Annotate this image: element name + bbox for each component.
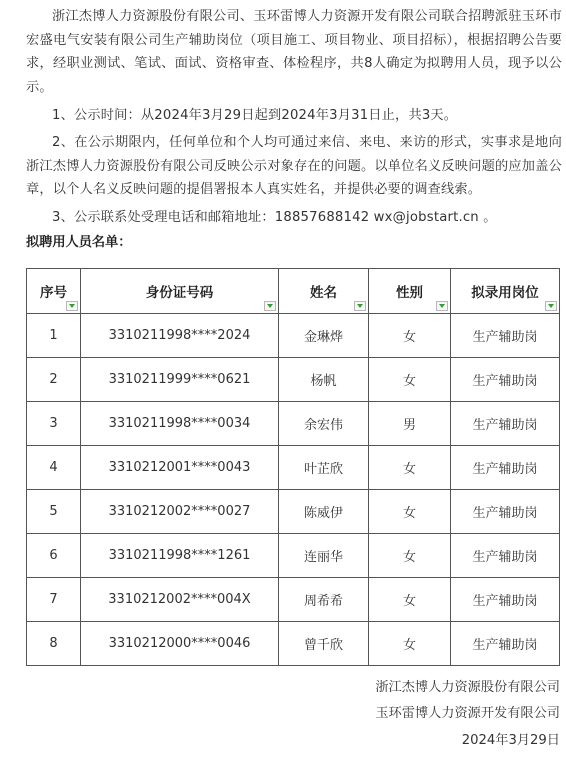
cell-position: 生产辅助岗	[451, 446, 560, 490]
signature-company-2: 玉环雷博人力资源开发有限公司	[375, 706, 560, 721]
cell-gender: 女	[369, 314, 451, 358]
table-row	[27, 534, 560, 578]
cell-id-number: 3310211998****2024	[81, 314, 279, 358]
cell-position: 生产辅助岗	[451, 578, 560, 622]
header-label-name: 姓名	[310, 285, 337, 301]
candidate-list-heading: 拟聘用人员名单：	[26, 235, 132, 250]
cell-id-number: 3310211999****0621	[81, 358, 279, 402]
table-row	[27, 358, 560, 402]
cell-index: 3	[27, 402, 81, 446]
cell-id-number: 3310212002****0027	[81, 490, 279, 534]
table-row	[27, 578, 560, 622]
filter-dropdown-icon[interactable]	[264, 301, 276, 311]
cell-gender: 女	[369, 446, 451, 490]
cell-position: 生产辅助岗	[451, 314, 560, 358]
header-cell-id-number	[81, 269, 279, 314]
filter-dropdown-icon[interactable]	[66, 301, 78, 311]
filter-dropdown-icon[interactable]	[545, 301, 557, 311]
cell-gender: 女	[369, 358, 451, 402]
cell-gender: 男	[369, 402, 451, 446]
header-label-id-number: 身份证号码	[145, 285, 214, 301]
cell-id-number: 3310211998****1261	[81, 534, 279, 578]
signature-date: 2024年3月29日	[461, 733, 560, 748]
cell-id-number: 3310211998****0034	[81, 402, 279, 446]
cell-name: 连丽华	[279, 534, 369, 578]
cell-position: 生产辅助岗	[451, 534, 560, 578]
candidate-table	[26, 268, 560, 666]
table-row	[27, 622, 560, 666]
cell-gender: 女	[369, 490, 451, 534]
cell-index: 8	[27, 622, 81, 666]
cell-name: 叶芷欣	[279, 446, 369, 490]
cell-index: 1	[27, 314, 81, 358]
cell-id-number: 3310212001****0043	[81, 446, 279, 490]
cell-gender: 女	[369, 622, 451, 666]
header-cell-gender	[369, 269, 451, 314]
table-row	[27, 402, 560, 446]
cell-id-number: 3310212000****0046	[81, 622, 279, 666]
header-cell-position	[451, 269, 560, 314]
cell-name: 杨帆	[279, 358, 369, 402]
filter-dropdown-icon[interactable]	[436, 301, 448, 311]
cell-position: 生产辅助岗	[451, 402, 560, 446]
cell-position: 生产辅助岗	[451, 358, 560, 402]
cell-name: 周希希	[279, 578, 369, 622]
cell-position: 生产辅助岗	[451, 490, 560, 534]
table-row	[27, 490, 560, 534]
header-label-position: 拟录用岗位	[471, 285, 539, 301]
cell-index: 5	[27, 490, 81, 534]
cell-index: 2	[27, 358, 81, 402]
cell-name: 金琳烨	[279, 314, 369, 358]
table-row	[27, 446, 560, 490]
cell-position: 生产辅助岗	[451, 622, 560, 666]
notice-item-publicity-period: 1、公示时间：从2024年3月29日起到2024年3月31日止，共3天。	[52, 108, 458, 123]
cell-name: 曾千欣	[279, 622, 369, 666]
header-label-gender: 性别	[396, 285, 423, 301]
signature-company-1: 浙江杰博人力资源股份有限公司	[375, 680, 560, 695]
filter-dropdown-icon[interactable]	[354, 301, 366, 311]
cell-gender: 女	[369, 578, 451, 622]
table-header-row	[27, 269, 560, 314]
notice-intro-paragraph: 浙江杰博人力资源股份有限公司、玉环雷博人力资源开发有限公司联合招聘派驻玉环市宏盛电气安装有限公司生产辅助岗位（项目施工、项目物业、项目招标），根据招聘公告要求，经职业测试、笔试、面试、资格审查、体检程序，共8人确定为拟聘用人员，现予以公示。	[26, 9, 562, 95]
cell-index: 6	[27, 534, 81, 578]
cell-gender: 女	[369, 534, 451, 578]
cell-index: 4	[27, 446, 81, 490]
cell-name: 陈威伊	[279, 490, 369, 534]
notice-item-contact: 3、公示联系处受理电话和邮箱地址：18857688142 wx@jobstart.cn 。	[52, 210, 497, 225]
header-cell-index	[27, 269, 81, 314]
cell-index: 7	[27, 578, 81, 622]
cell-name: 余宏伟	[279, 402, 369, 446]
notice-item-feedback: 2、在公示期限内，任何单位和个人均可通过来信、来电、来访的形式，实事求是地向浙江杰博人力资源股份有限公司反映公示对象存在的问题。以单位名义反映问题的应加盖公章，以个人名义反映问题的提倡署报本人真实姓名，并提供必要的调查线索。	[26, 135, 562, 198]
header-label-index: 序号	[40, 285, 67, 301]
table-row	[27, 314, 560, 358]
header-cell-name	[279, 269, 369, 314]
cell-id-number: 3310212002****004X	[81, 578, 279, 622]
